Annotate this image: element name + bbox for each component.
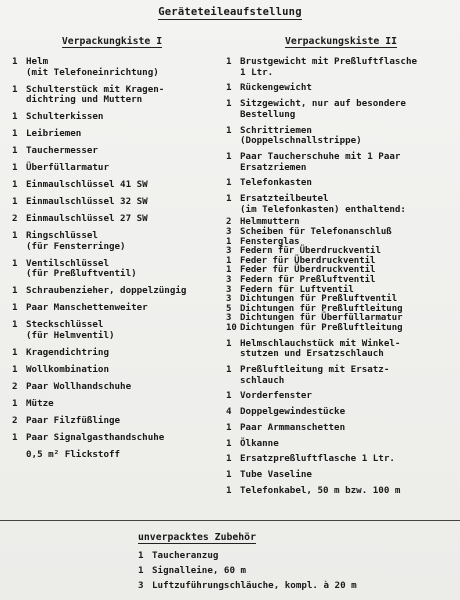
item-description: Feder für Überdruckventil [240,265,376,276]
item-quantity: 2 [12,380,18,392]
item-description: Taucheranzug [152,550,219,561]
list-item [12,320,212,341]
list-item [12,286,212,297]
item-description: Helmschlauchstück mit Winkel- stutzen und Ersatzschlauch [240,337,401,360]
item-description: Scheiben für Telefonanschluß [240,227,392,238]
list-item [12,146,212,157]
item-description: Schrittriemen (Doppelschnallstrippe) [240,124,362,147]
list-item [12,348,212,359]
item-quantity: 3 [138,580,144,592]
item-quantity: 1 [226,337,232,349]
item-description: Federn für Luftventil [240,284,354,295]
list-item [12,214,212,225]
loose-accessories-list [138,551,438,592]
item-quantity: 3 [226,275,232,285]
item-description: Überfüllarmatur [26,162,109,174]
crate-two-list [226,57,456,215]
list-item [12,231,212,252]
list-item [226,178,456,189]
list-item [226,407,456,418]
item-description: Dichtungen für Preßluftventil [240,294,398,305]
list-item [226,339,456,360]
item-quantity: 1 [12,319,18,331]
item-quantity: 1 [12,230,18,242]
item-quantity: 1 [226,437,232,449]
item-quantity: 1 [226,421,232,433]
item-quantity: 1 [226,469,232,481]
item-quantity: 1 [12,128,18,140]
item-quantity: 1 [12,285,18,297]
item-quantity: 1 [12,346,18,358]
list-item [226,423,456,434]
list-item [138,581,438,592]
list-item [226,99,456,120]
list-item [226,194,456,215]
list-item [138,551,438,562]
item-description: Steckschlüssel (für Helmventil) [26,319,115,341]
document-title: Geräteteileaufstellung [158,6,302,18]
item-description: Dichtungen für Überfüllarmatur [240,313,403,324]
item-description: Paar Signalgasthandschuhe [26,431,165,443]
list-item [12,259,212,280]
item-quantity: 3 [226,284,232,295]
item-quantity: 1 [12,56,18,67]
item-quantity: 1 [12,363,18,375]
sub-list-item [226,324,456,334]
crate-one-list [12,57,212,460]
item-description: Telefonkasten [240,177,312,189]
item-description: Vorderfenster [240,390,312,402]
list-item [138,566,438,577]
item-quantity: 1 [12,302,18,314]
item-description: Schulterkissen [26,111,104,123]
item-quantity: 4 [226,406,232,418]
item-quantity: 1 [226,265,232,276]
item-description: Telefonkabel, 50 m bzw. 100 m [240,485,401,496]
item-description: Signalleine, 60 m [152,565,247,577]
list-item [226,470,456,481]
item-description: Ventilschlüssel (für Preßluftventil) [26,257,137,280]
item-description: Schraubenzieher, doppelzüngig [26,285,187,297]
loose-accessories-heading: unverpacktes Zubehör [138,532,256,543]
list-item [12,129,212,140]
item-description: Schulterstück mit Kragen- dichtring und Muttern [26,83,165,106]
item-quantity: 1 [12,257,18,269]
item-quantity: 1 [226,390,232,402]
list-item [226,486,456,497]
list-item [226,454,456,465]
item-quantity: 1 [226,193,232,205]
item-description: Paar Wollhandschuhe [26,380,132,392]
item-description: Rückengewicht [240,82,312,94]
item-quantity: 1 [12,83,18,95]
item-description: Ölkanne [240,437,279,449]
divider-line [0,520,460,521]
item-description: Ersatzteilbeutel (im Telefonkasten) enthaltend: [240,193,406,215]
item-description: Dichtungen für Preßluftleitung [240,303,403,314]
crate-two-list-continued [226,339,456,497]
list-item [226,365,456,386]
list-item [226,126,456,147]
item-description: 0,5 m² Flickstoff [26,448,121,460]
item-description: Federn für Preßluftventil [240,275,376,285]
item-quantity: 1 [12,145,18,157]
list-item [12,433,212,444]
item-quantity: 1 [226,177,232,189]
item-quantity: 1 [12,111,18,123]
list-item [12,112,212,123]
item-description: Brustgewicht mit Preßluftflasche 1 Ltr. [240,56,418,78]
item-description: Tauchermesser [26,145,98,157]
item-quantity: 10 [226,322,237,333]
item-quantity: 1 [226,56,232,67]
loose-accessories-section [138,532,438,596]
item-quantity: 1 [12,431,18,443]
item-description: Wollkombination [26,363,109,375]
item-quantity: 1 [226,236,232,247]
item-description: Doppelgewindestücke [240,406,346,418]
list-item [12,85,212,106]
item-description: Leibriemen [26,128,82,140]
item-description: Mütze [26,397,54,409]
list-item [12,303,212,314]
list-item [12,399,212,410]
item-quantity: 2 [12,414,18,426]
item-description: Einmaulschlüssel 27 SW [26,213,148,225]
item-description: Feder für Überdruckventil [240,255,376,266]
list-item [12,163,212,174]
item-quantity: 1 [226,453,232,465]
item-quantity [12,450,26,461]
item-quantity: 1 [226,150,232,162]
list-item [12,197,212,208]
item-description: Kragendichtring [26,346,109,358]
item-quantity: 3 [226,227,232,238]
item-description: Einmaulschlüssel 32 SW [26,196,148,208]
item-description: Paar Taucherschuhe mit 1 Paar Ersatzriemen [240,150,401,173]
item-description: Paar Armmanschetten [240,421,346,433]
item-quantity: 1 [226,98,232,110]
item-quantity: 3 [226,246,232,257]
item-quantity: 1 [12,179,18,191]
crate-two-column [226,36,456,502]
list-item [12,382,212,393]
list-item [226,391,456,402]
crate-one-heading: Verpackungkiste I [61,36,163,47]
list-item [226,152,456,173]
list-item [12,57,212,78]
item-description: Helmmuttern [240,217,300,228]
item-quantity: 3 [226,313,232,324]
item-description: Fensterglas [240,236,300,247]
list-item [12,416,212,427]
item-description: Preßluftleitung mit Ersatz- schlauch [240,363,390,386]
item-quantity: 2 [12,213,18,225]
item-quantity: 3 [226,294,232,305]
item-description: Sitzgewicht, nur auf besondere Bestellung [240,98,406,120]
list-item [226,439,456,450]
item-description: Paar Manschettenweiter [26,302,148,314]
item-description: Federn für Überdruckventil [240,246,381,257]
item-quantity: 1 [138,550,144,561]
item-quantity: 1 [226,82,232,94]
item-quantity: 1 [226,255,232,266]
item-quantity: 1 [12,397,18,409]
list-item [226,83,456,94]
item-description: Dichtungen für Preßluftleitung [240,322,403,333]
item-quantity: 1 [226,124,232,136]
list-item [226,57,456,78]
item-description: Paar Filzfüßlinge [26,414,121,426]
list-item [12,365,212,376]
item-quantity: 1 [12,196,18,208]
item-description: Ringschlüssel (für Fensterringe) [26,230,126,252]
item-quantity: 1 [12,162,18,174]
crate-one-column [12,36,212,467]
crate-two-heading: Verpackungskiste II [284,36,398,47]
list-item [12,180,212,191]
item-description: Einmaulschlüssel 41 SW [26,179,148,191]
item-description: Tube Vaseline [240,469,312,481]
item-quantity: 5 [226,303,232,314]
item-description: Luftzuführungschläuche, kompl. à 20 m [152,580,357,592]
item-description: Ersatzpreßluftflasche 1 Ltr. [240,453,395,465]
item-quantity: 1 [138,565,144,577]
list-item [12,450,212,461]
item-quantity: 1 [226,363,232,375]
spare-parts-sublist [226,218,456,333]
item-quantity: 2 [226,217,232,228]
item-quantity: 1 [226,485,232,496]
item-description: Helm (mit Telefoneinrichtung) [26,56,159,78]
